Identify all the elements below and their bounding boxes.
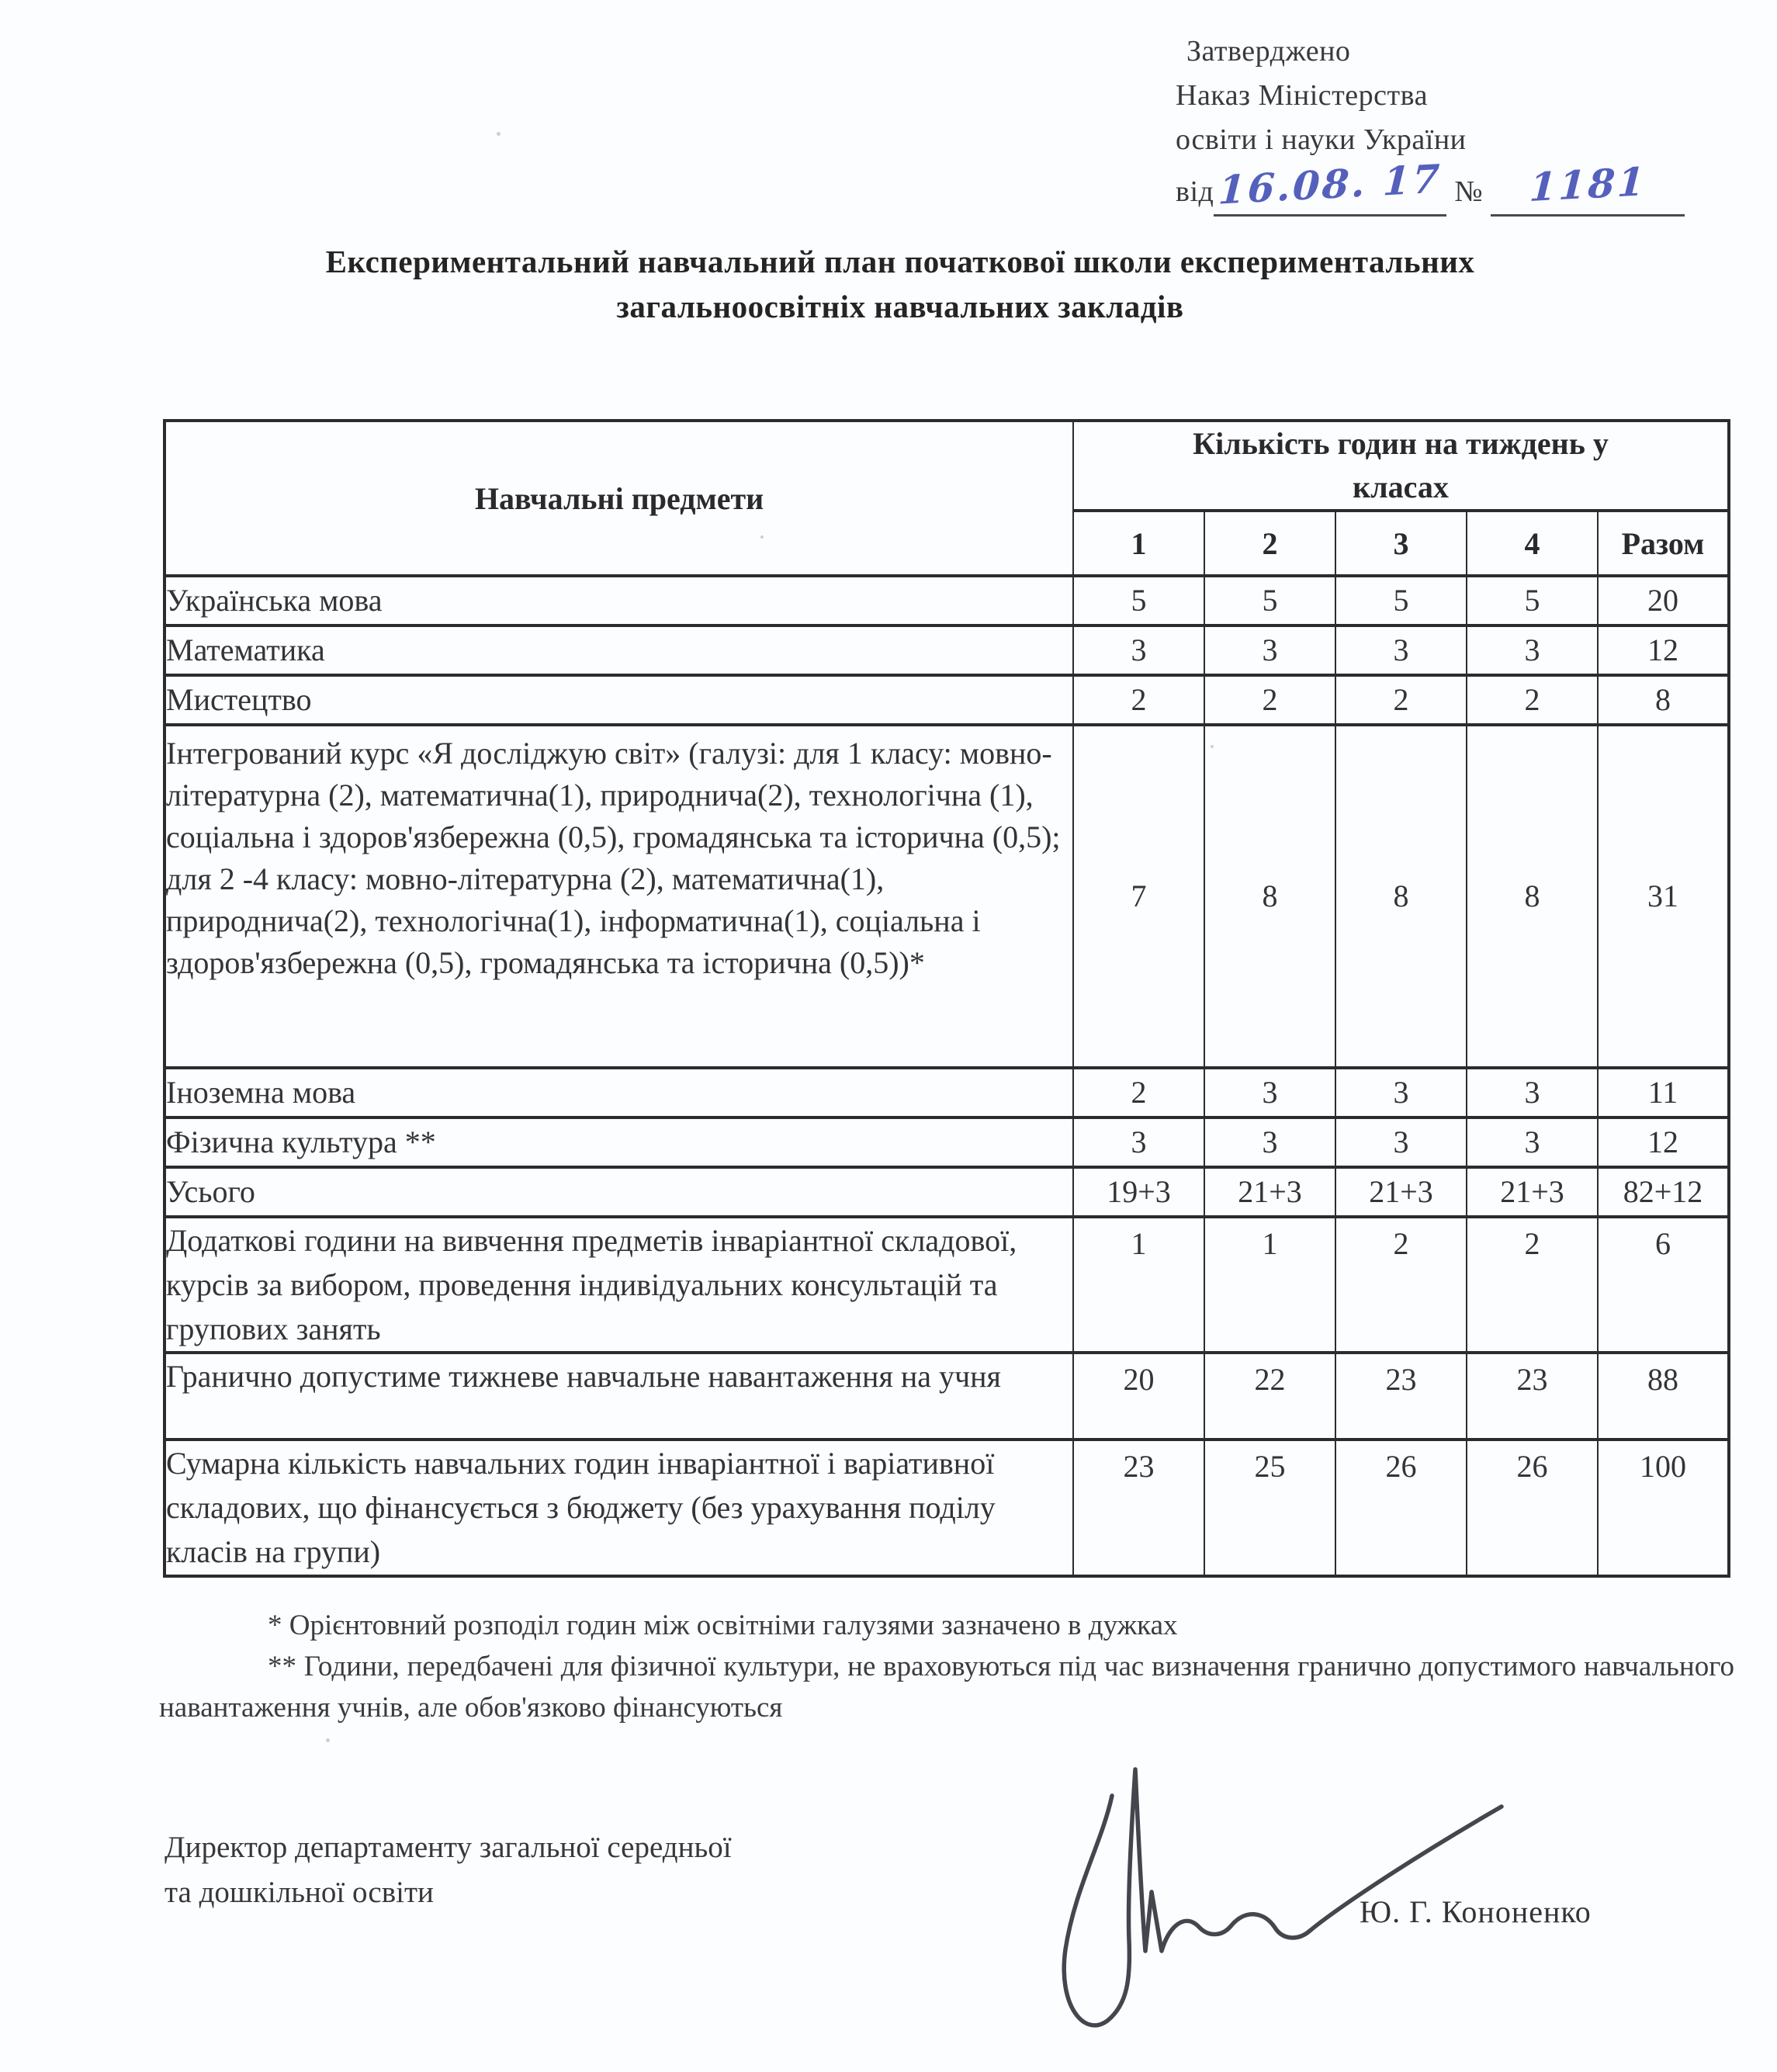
hours-cell: 23 [1467,1353,1598,1440]
hours-cell: 82+12 [1598,1167,1729,1217]
subject-cell: Додаткові години на вивчення предметів інваріантної складової, курсів за вибором, проведення індивідуальних консультацій та групових занять [165,1217,1073,1353]
hours-cell: 23 [1073,1440,1204,1576]
approval-line: Наказ Міністерства [1176,79,1428,112]
scan-speck [326,1738,330,1742]
subject-cell: Гранично допустиме тижневе навчальне навантаження на учня [165,1353,1073,1440]
class-column-header: 4 [1467,511,1598,576]
subject-cell: Усього [165,1167,1073,1217]
hours-cell: 88 [1598,1353,1729,1440]
hours-cell: 2 [1204,675,1335,725]
curriculum-table [163,419,1730,1578]
hours-cell: 25 [1204,1440,1335,1576]
hours-cell: 22 [1204,1353,1335,1440]
hours-cell: 1 [1204,1217,1335,1353]
table-row [165,1117,1729,1167]
hours-cell: 3 [1335,1068,1467,1117]
hours-cell: 26 [1467,1440,1598,1576]
hours-cell: 5 [1467,576,1598,625]
footnotes-block [159,1605,1734,1728]
hours-cell: 31 [1598,725,1729,1068]
hours-cell: 2 [1335,1217,1467,1353]
hours-cell: 5 [1335,576,1467,625]
subjects-column-header: Навчальні предмети [165,421,1073,576]
scan-speck [497,132,501,136]
scan-speck [1211,745,1214,748]
table-row [165,1217,1729,1353]
class-column-header: Разом [1598,511,1729,576]
hours-cell: 2 [1073,675,1204,725]
table-row [165,1167,1729,1217]
handwritten-number: 1181 [1528,158,1648,211]
document-title [93,239,1707,329]
approval-order-line [1176,155,1734,217]
date-blank-line [1214,155,1446,217]
hours-cell: 2 [1467,675,1598,725]
subject-cell: Сумарна кількість навчальних годин інваріантної і варіативної складових, що фінансується з бюджету (без урахування поділу класів на групи) [165,1440,1073,1576]
hours-cell: 5 [1204,576,1335,625]
from-label: від [1176,175,1214,208]
subject-cell: Мистецтво [165,675,1073,725]
table-row [165,1440,1729,1576]
hours-cell: 3 [1467,625,1598,675]
hours-cell: 6 [1598,1217,1729,1353]
table-row [165,725,1729,1068]
signer-name: Ю. Г. Кононенко [1360,1894,1592,1929]
handwritten-date: 16.08. 17 [1218,155,1443,213]
hours-cell: 8 [1335,725,1467,1068]
table-header-row [165,421,1729,511]
hours-cell: 3 [1204,1068,1335,1117]
hours-cell: 21+3 [1204,1167,1335,1217]
hours-cell: 8 [1204,725,1335,1068]
class-column-header: 3 [1335,511,1467,576]
hours-cell: 21+3 [1467,1167,1598,1217]
scan-speck [760,535,764,539]
hours-cell: 3 [1335,1117,1467,1167]
hours-cell: 2 [1467,1217,1598,1353]
curriculum-table-body [165,576,1729,1576]
hours-cell: 8 [1467,725,1598,1068]
approval-line: Затверджено [1186,35,1351,68]
table-row [165,625,1729,675]
hours-cell: 3 [1467,1068,1598,1117]
class-column-header: 1 [1073,511,1204,576]
subject-cell: Інтегрований курс «Я досліджую світ» (галузі: для 1 класу: мовно-літературна (2), математична(1), природнича(2), технологічна (1), соціальна і здоров'язбережна (0,5), громадянська та історична (0,5); для 2 -4 класу: мовно-літературна (2), математична(1), природнича(2), технологічна(1), інформатична(1), соціальна і здоров'язбережна (0,5), громадянська та історична (0,5))* [165,725,1073,1068]
table-row [165,675,1729,725]
hours-cell: 23 [1335,1353,1467,1440]
subject-cell: Математика [165,625,1073,675]
hours-cell: 3 [1204,625,1335,675]
hours-cell: 8 [1598,675,1729,725]
hours-cell: 3 [1073,625,1204,675]
hours-cell: 2 [1073,1068,1204,1117]
class-column-header: 2 [1204,511,1335,576]
signer-position [165,1825,1096,1915]
hours-cell: 7 [1073,725,1204,1068]
approval-block [1176,29,1734,217]
subject-cell: Фізична культура ** [165,1117,1073,1167]
hours-cell: 12 [1598,625,1729,675]
signer-position-line1: Директор департаменту загальної середньої [165,1831,732,1864]
table-row [165,1353,1729,1440]
hours-cell: 3 [1073,1117,1204,1167]
hours-column-group-header: Кількість годин на тиждень у класах [1073,421,1729,511]
hours-cell: 100 [1598,1440,1729,1576]
footnote-1: * Орієнтовний розподіл годин між освітніми галузями зазначено в дужках [268,1609,1178,1641]
hours-cell: 2 [1335,675,1467,725]
hours-cell: 21+3 [1335,1167,1467,1217]
footnote-2: ** Години, передбачені для фізичної культури, не враховуються під час визначення гранично допустимого навчального навантаження учнів, але обов'язково фінансуються [159,1651,1734,1724]
hours-cell: 19+3 [1073,1167,1204,1217]
hours-cell: 1 [1073,1217,1204,1353]
hours-cell: 12 [1598,1117,1729,1167]
document-title-line1: Експериментальний навчальний план початкової школи експериментальних [325,244,1475,279]
hours-cell: 3 [1467,1117,1598,1167]
table-row [165,576,1729,625]
subject-cell: Іноземна мова [165,1068,1073,1117]
hours-cell: 3 [1335,625,1467,675]
hours-cell: 20 [1598,576,1729,625]
table-row [165,1068,1729,1117]
number-blank-line [1491,158,1685,217]
hours-cell: 3 [1204,1117,1335,1167]
document-title-line2: загальноосвітніх навчальних закладів [616,289,1184,324]
hours-cell: 26 [1335,1440,1467,1576]
hours-cell: 5 [1073,576,1204,625]
signer-position-line2: та дошкільної освіти [165,1876,434,1909]
hours-cell: 20 [1073,1353,1204,1440]
approval-line: освіти і науки України [1176,123,1467,156]
number-sign: № [1454,175,1484,208]
hours-cell: 11 [1598,1068,1729,1117]
subject-cell: Українська мова [165,576,1073,625]
